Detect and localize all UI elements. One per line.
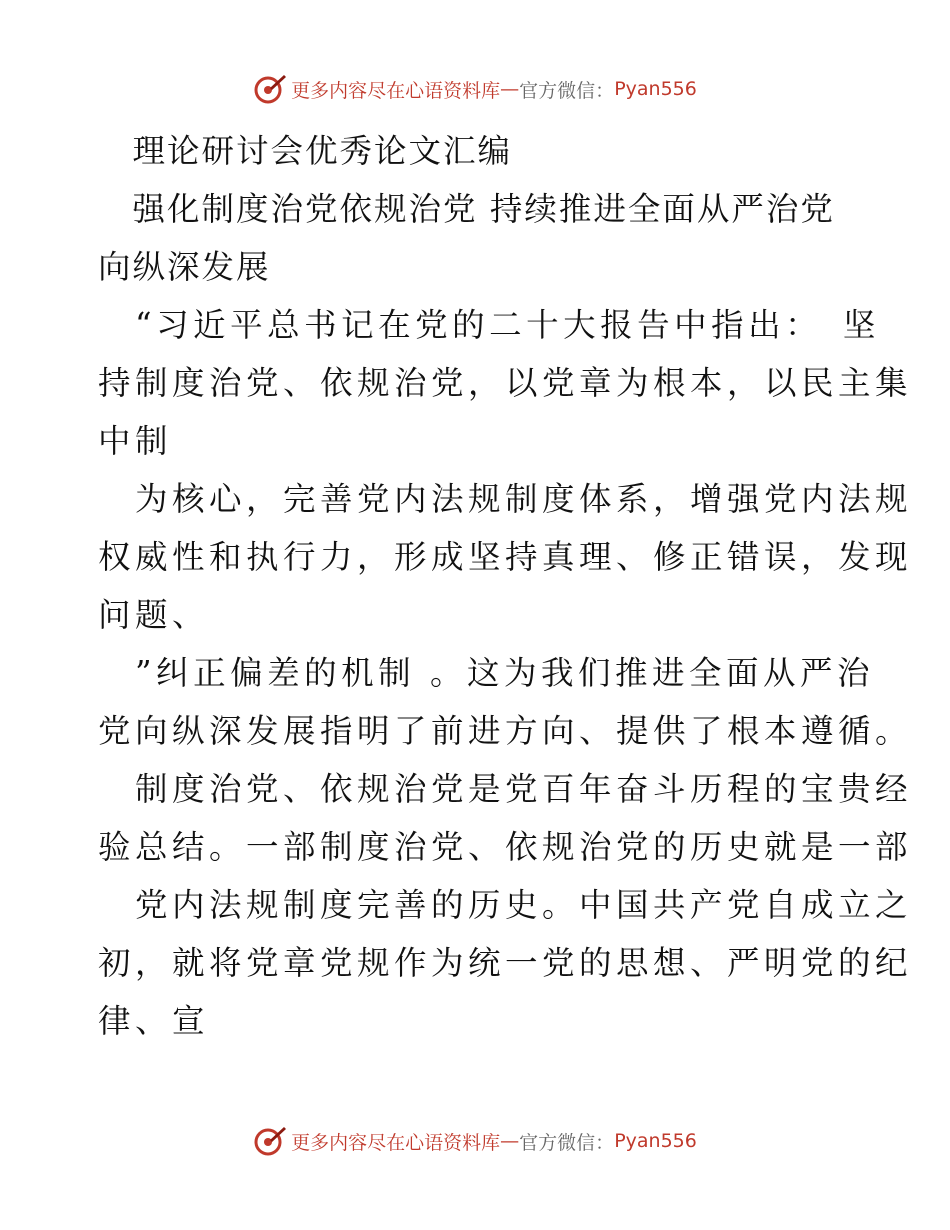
- doc-line: 为核心，完善党内法规制度体系，增强党内法规: [98, 480, 913, 518]
- doc-line: 初，就将党章党规作为统一党的思想、严明党的纪: [98, 944, 913, 982]
- doc-line: 问题、: [98, 596, 210, 634]
- watermark-official-label: 官方微信：: [519, 1131, 615, 1154]
- watermark-official-label: 官方微信：: [519, 79, 615, 102]
- doc-line: 党内法规制度完善的历史。中国共产党自成立之: [98, 886, 913, 924]
- doc-line: 律、宣: [98, 1002, 210, 1040]
- footer-watermark: [0, 1124, 950, 1158]
- doc-line: “习近平总书记在党的二十大报告中指出： 坚: [98, 306, 880, 344]
- doc-line: 理论研讨会优秀论文汇编: [98, 132, 513, 170]
- watermark-separator: —: [500, 78, 520, 100]
- doc-line: 强化制度治党依规治党 持续推进全面从严治党: [98, 190, 835, 228]
- watermark-main-text: 更多内容尽在心语资料库: [291, 79, 501, 102]
- doc-line: 持制度治党、依规治党，以党章为根本，以民主集: [98, 364, 913, 402]
- watermark-wechat-id: Pyan556: [614, 78, 697, 100]
- pen-logo-icon: [253, 72, 287, 106]
- watermark-separator: —: [500, 1130, 520, 1152]
- doc-line: ”纠正偏差的机制 。这为我们推进全面从严治: [98, 654, 874, 692]
- header-watermark: [0, 72, 950, 106]
- pen-logo-icon: [253, 1124, 287, 1158]
- doc-line: 权威性和执行力，形成坚持真理、修正错误，发现: [98, 538, 913, 576]
- document-body: [98, 122, 913, 1050]
- doc-line: 向纵深发展: [98, 248, 271, 286]
- doc-line: 制度治党、依规治党是党百年奋斗历程的宝贵经: [98, 770, 913, 808]
- doc-line: 党向纵深发展指明了前进方向、提供了根本遵循。: [98, 712, 913, 750]
- doc-line: 中制: [98, 422, 173, 460]
- watermark-main-text: 更多内容尽在心语资料库: [291, 1131, 501, 1154]
- watermark-wechat-id: Pyan556: [614, 1130, 697, 1152]
- doc-line: 验总结。一部制度治党、依规治党的历史就是一部: [98, 828, 913, 866]
